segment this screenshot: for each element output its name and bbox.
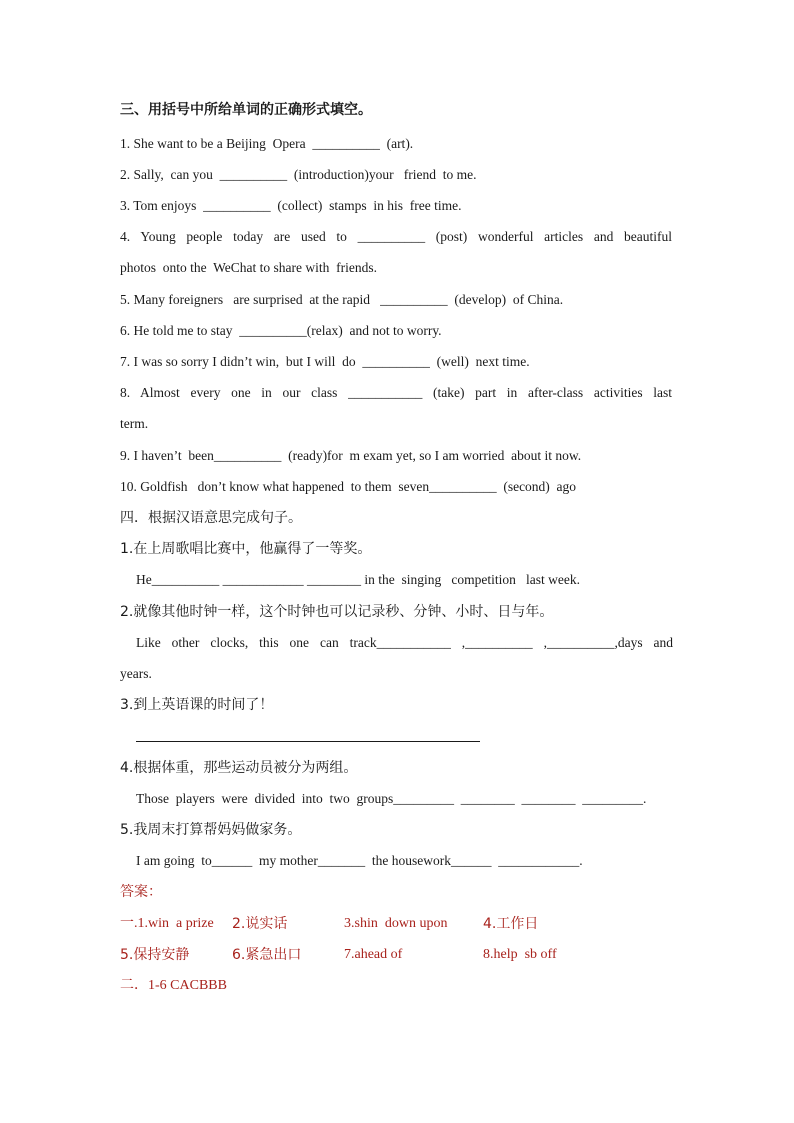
question-8-line1: 8. Almost every one in our class ___________ (take) part in after-class activities last <box>120 385 672 400</box>
question-2: 2. Sally, can you __________ (introduction)your friend to me. <box>120 167 477 182</box>
question-5: 5. Many foreigners are surprised at the rapid __________ (develop) of China. <box>120 292 564 307</box>
sentence-1-chinese: 1.在上周歌唱比赛中，他赢得了一等奖。 <box>120 541 372 557</box>
question-9: 9. I haven’t been__________ (ready)for m exam yet, so I am worried about it now. <box>120 448 582 463</box>
answer-item: 一.1.win a prize <box>120 916 214 931</box>
answers-title: 答案： <box>120 884 162 900</box>
answer-item: 7.ahead of <box>344 947 403 962</box>
answer-item: 4.工作日 <box>483 916 539 932</box>
sentence-2-english-line2: years. <box>120 666 152 681</box>
answer-item: 2.说实话 <box>232 916 288 932</box>
sentence-5-chinese: 5.我周末打算帮妈妈做家务。 <box>120 822 302 838</box>
sentence-2-chinese: 2.就像其他时钟一样，这个时钟也可以记录秒、分钟、小时、日与年。 <box>120 604 554 620</box>
sentence-5-english: I am going to______ my mother_______ the housework______ ____________. <box>136 853 583 868</box>
answers-row-3: 二．1-6 CACBBB <box>120 978 227 993</box>
answer-item: 8.help sb off <box>483 947 557 962</box>
sentence-4-english: Those players were divided into two groups_________ ________ ________ _________. <box>136 791 647 806</box>
question-8-line2: term. <box>120 416 149 431</box>
question-4-line1: 4. Young people today are used to __________ (post) wonderful articles and beautiful <box>120 229 672 244</box>
question-6: 6. He told me to stay __________(relax) and not to worry. <box>120 323 442 338</box>
sentence-2-english-line1: Like other clocks, this one can track___________ ,__________ ,__________,days and <box>136 635 673 650</box>
sentence-3-chinese: 3.到上英语课的时间了！ <box>120 697 274 713</box>
question-1: 1. She want to be a Beijing Opera __________ (art). <box>120 136 414 151</box>
question-4-line2: photos onto the WeChat to share with friends. <box>120 260 378 275</box>
question-3: 3. Tom enjoys __________ (collect) stamps in his free time. <box>120 198 462 213</box>
section3-title: 三、用括号中所给单词的正确形式填空。 <box>120 102 372 118</box>
answer-item: 6.紧急出口 <box>232 947 302 963</box>
question-10: 10. Goldfish don’t know what happened to them seven__________ (second) ago <box>120 479 577 494</box>
answer-item: 5.保持安静 <box>120 947 190 963</box>
sentence-4-chinese: 4.根据体重，那些运动员被分为两组。 <box>120 760 358 776</box>
sentence-3-answer-line <box>136 741 480 742</box>
question-7: 7. I was so sorry I didn’t win, but I will do __________ (well) next time. <box>120 354 530 369</box>
answer-item: 3.shin down upon <box>344 916 448 931</box>
sentence-1-english: He__________ ____________ ________ in the singing competition last week. <box>136 572 580 587</box>
section4-title: 四．根据汉语意思完成句子。 <box>120 510 302 526</box>
